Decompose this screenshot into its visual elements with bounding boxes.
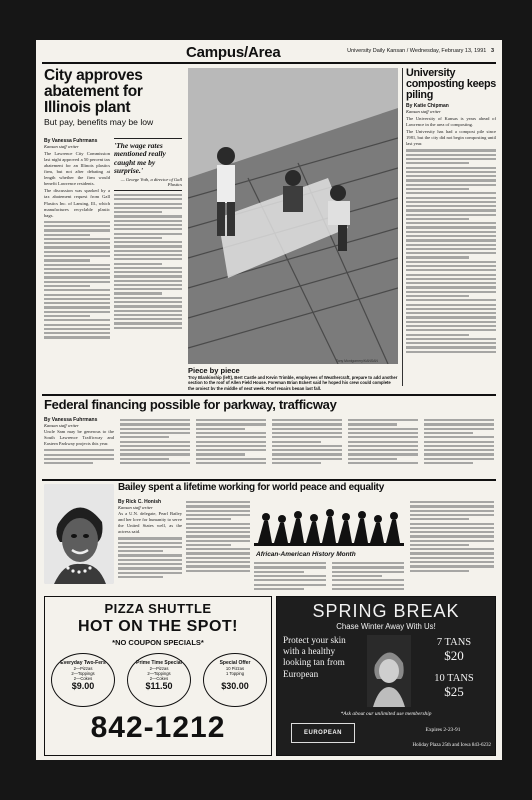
- pizza-shuttle-ad: [44, 596, 272, 756]
- abatement-headline: City approves abatement for Illinois plant: [44, 68, 143, 116]
- parkway-col-1: [44, 417, 114, 477]
- tan-offer-2: [417, 673, 491, 700]
- folio-text: University Daily Kansan / Wednesday, February 13, 1991: [347, 48, 487, 54]
- pizza-deal-3-items: 10 Pizzas 1 Topping: [225, 666, 245, 676]
- composting-body-text: [406, 149, 496, 352]
- abatement-byline: By Vanessa Fuhrmans: [44, 138, 98, 144]
- newspaper-page: [36, 40, 502, 760]
- abatement-pull-quote-box: [114, 138, 182, 191]
- parkway-lead: Uncle Sam may be generous to the South Lawrence Trafficway and Eastern Parkway projects this year.: [44, 429, 114, 447]
- photo-credit: Tony Montgomery/KANSAN: [336, 359, 378, 363]
- composting-lead: The University of Kansas is years ahead of Lawrence in the area of composting.: [406, 116, 496, 128]
- abatement-col-2: [114, 138, 182, 376]
- abatement-para2: The discussion was sparked by a tax abatement request from Gall Plastics Inc. of Lansing, Ill., which manufactures recyclable plastic bags.: [44, 188, 110, 218]
- parkway-col-5: [348, 417, 418, 477]
- pizza-deal-2-price: $11.50: [145, 681, 173, 692]
- roof-workers-image: [188, 68, 398, 364]
- bailey-top-rule: [42, 479, 496, 481]
- tan-offer-1-price: $20: [444, 648, 464, 663]
- folio: [347, 48, 494, 54]
- parkway-top-rule: [42, 394, 496, 396]
- header-rule: [42, 62, 496, 64]
- parkway-staff: Kansan staff writer: [44, 423, 79, 428]
- abatement-lead: The Lawrence City Commission last night approved a 50 percent tax abatement for an Illinois plastics firm, but not after debating at length whether the firm would benefit Lawrence residents.: [44, 151, 110, 187]
- pizza-ad-headline: HOT ON THE SPOT!: [78, 618, 238, 635]
- pizza-deal-1-name: Everyday Two-Fers: [60, 660, 106, 666]
- parkway-headline: Federal financing possible for parkway, trafficway: [44, 397, 337, 412]
- history-banner: [254, 499, 404, 551]
- tan-offer-2-count: 10 TANS: [434, 673, 474, 684]
- bailey-headline: Bailey spent a lifetime working for world peace and equality: [118, 482, 384, 493]
- pizza-deal-2-items: 2—Pizzas 2—Toppings 2—Cokes: [147, 666, 171, 681]
- parkway-col-2: [120, 417, 190, 477]
- page-number: 3: [490, 48, 494, 54]
- pizza-ad-subline: *NO COUPON SPECIALS*: [112, 638, 204, 647]
- spring-break-ad: [276, 596, 496, 756]
- bailey-lead: As a U.N. delegate, Pearl Bailey and her love for humanity to serve the United States well, as the actress said.: [118, 511, 182, 535]
- composting-story: [406, 68, 496, 386]
- photo-caption-block: [188, 366, 398, 390]
- bailey-portrait-image: [44, 484, 114, 584]
- spring-ad-body: Protect your skin with a healthy looking tan from European: [283, 635, 346, 679]
- pizza-deal-3-price: $30.00: [221, 680, 249, 691]
- pizza-deal-3: [203, 653, 267, 707]
- section-title: Campus/Area: [186, 44, 281, 61]
- composting-divider: [402, 68, 403, 386]
- composting-byline: By Katie Chipman: [406, 103, 449, 109]
- pizza-deal-1-price: $9.00: [71, 681, 95, 692]
- composting-staff: Kansan staff writer: [406, 109, 441, 114]
- parkway-byline: By Vanessa Fuhrmans: [44, 417, 98, 423]
- bailey-byline: By Rick C. Honish: [118, 499, 162, 505]
- pizza-deal-3-name: Special Offer: [219, 660, 251, 666]
- tan-offer-1-count: 7 TANS: [436, 637, 472, 648]
- tan-offer-2-price: $25: [444, 684, 464, 699]
- roof-photo: [188, 68, 398, 364]
- abatement-pull-quote: 'The wage rates mentioned really caught me by surprise.': [114, 141, 166, 175]
- parkway-col-3: [196, 417, 266, 477]
- photo-caption: Troy Blankinship (left), Bert Castle and Kevin Trimble, employees of Weathercraft, prepare to add another section to the roof of Allen Field House. Foreman Brian Eckert said he hoped his crew could complete the project by the middle of next week. Roof repairs began last fall.: [188, 375, 398, 390]
- crowd-silhouette-image: [254, 499, 404, 551]
- spring-ad-expires: Expires 2-23-91: [425, 727, 461, 733]
- pizza-deal-1-items: 2—Pizzas 2—Toppings 2—Cokes: [71, 666, 95, 681]
- pizza-ad-phone: 842-1212: [90, 711, 226, 744]
- tan-offer-1: [417, 637, 491, 664]
- parkway-col-6: [424, 417, 494, 477]
- composting-para2: The University has had a compost pile since 1981, but the city did not begin composting until last year.: [406, 129, 496, 147]
- abatement-col-1: [44, 138, 110, 376]
- tanning-model-image: [367, 635, 411, 707]
- bailey-col-4: [332, 560, 404, 594]
- parkway-col-4: [272, 417, 342, 477]
- pizza-deal-1: [51, 653, 115, 707]
- abatement-body-text-2: [114, 194, 182, 329]
- history-banner-text: African-American History Month: [256, 551, 356, 558]
- abatement-headline-block: [44, 68, 182, 133]
- abatement-body-text: [44, 221, 110, 339]
- bailey-col-5: [410, 499, 494, 593]
- spring-ad-tagline: Chase Winter Away With Us!: [336, 622, 436, 631]
- pizza-ad-title: PIZZA SHUTTLE: [104, 601, 212, 616]
- bailey-col-1: [118, 499, 182, 593]
- spring-ad-title: SPRING BREAK: [312, 601, 460, 621]
- abatement-staff: Kansan staff writer: [44, 144, 79, 149]
- bailey-portrait: [44, 484, 114, 584]
- spring-ad-membership: *Ask about our unlimited use membership: [340, 711, 432, 717]
- bailey-col-3: [254, 560, 326, 594]
- bailey-staff: Kansan staff writer: [118, 505, 153, 510]
- abatement-pull-attrib: — George Voth, a director of Gall Plastics: [120, 177, 182, 187]
- pizza-deal-2-name: Prime Time Special: [136, 660, 182, 666]
- abatement-subhead: But pay, benefits may be low: [44, 117, 154, 128]
- photo-label: Piece by piece: [188, 366, 240, 375]
- european-logo: EUROPEAN: [291, 723, 355, 743]
- pizza-deal-2: [127, 653, 191, 707]
- spring-ad-address: Holiday Plaza 25th and Iowa 843-6232: [412, 743, 491, 748]
- composting-headline: University composting keeps piling: [406, 68, 496, 101]
- bailey-col-2: [186, 499, 250, 593]
- parkway-body-columns: [120, 417, 494, 477]
